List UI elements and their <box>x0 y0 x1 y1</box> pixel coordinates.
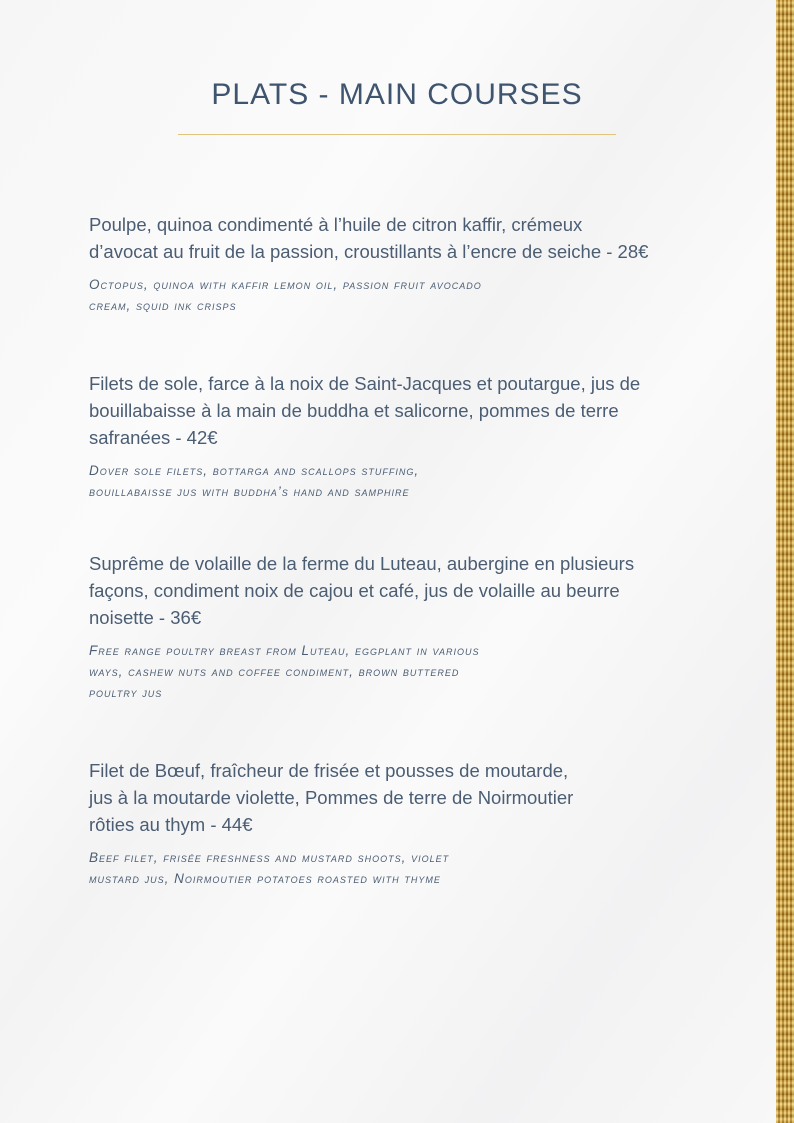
en-line: ways, cashew nuts and coffee condiment, brown buttered <box>89 664 460 679</box>
fr-line: jus à la moutarde violette, Pommes de terre de Noirmoutier <box>89 787 574 808</box>
english-description <box>89 640 749 703</box>
fr-line: Poulpe, quinoa condimenté à l’huile de citron kaffir, crémeux <box>89 214 583 235</box>
menu-item-poultry <box>89 550 749 703</box>
french-description <box>89 757 749 838</box>
menu-item-beef <box>89 757 749 889</box>
fr-line: façons, condiment noix de cajou et café, jus de volaille au beurre <box>89 580 620 601</box>
menu-item-octopus <box>89 211 749 316</box>
french-description <box>89 211 749 265</box>
en-line: mustard jus, Noirmoutier potatoes roasted with thyme <box>89 871 441 886</box>
english-description <box>89 274 749 316</box>
english-description <box>89 847 749 889</box>
gold-leaf-border <box>776 0 794 1123</box>
fr-line: Filets de sole, farce à la noix de Saint-Jacques et poutargue, jus de <box>89 373 641 394</box>
en-line: Octopus, quinoa with kaffir lemon oil, passion fruit avocado <box>89 277 482 292</box>
fr-line: bouillabaisse à la main de buddha et salicorne, pommes de terre <box>89 400 619 421</box>
title-divider <box>178 134 616 135</box>
fr-line: noisette - 36€ <box>89 607 202 628</box>
english-description <box>89 460 749 502</box>
en-line: Dover sole filets, bottarga and scallops stuffing, <box>89 463 420 478</box>
en-line: Free range poultry breast from Luteau, eggplant in various <box>89 643 480 658</box>
en-line: cream, squid ink crisps <box>89 298 237 313</box>
fr-line: safranées - 42€ <box>89 427 218 448</box>
fr-line: rôties au thym - 44€ <box>89 814 253 835</box>
en-line: Beef filet, frisée freshness and mustard shoots, violet <box>89 850 450 865</box>
menu-item-sole <box>89 370 749 502</box>
french-description <box>89 550 749 631</box>
en-line: bouillabaisse jus with buddha’s hand and samphire <box>89 484 410 499</box>
fr-line: Filet de Bœuf, fraîcheur de frisée et pousses de moutarde, <box>89 760 569 781</box>
fr-line: d’avocat au fruit de la passion, croustillants à l’encre de seiche - 28€ <box>89 241 649 262</box>
french-description <box>89 370 749 451</box>
fr-line: Suprême de volaille de la ferme du Luteau, aubergine en plusieurs <box>89 553 635 574</box>
page-title: PLATS - MAIN COURSES <box>211 78 583 111</box>
en-line: poultry jus <box>89 685 163 700</box>
